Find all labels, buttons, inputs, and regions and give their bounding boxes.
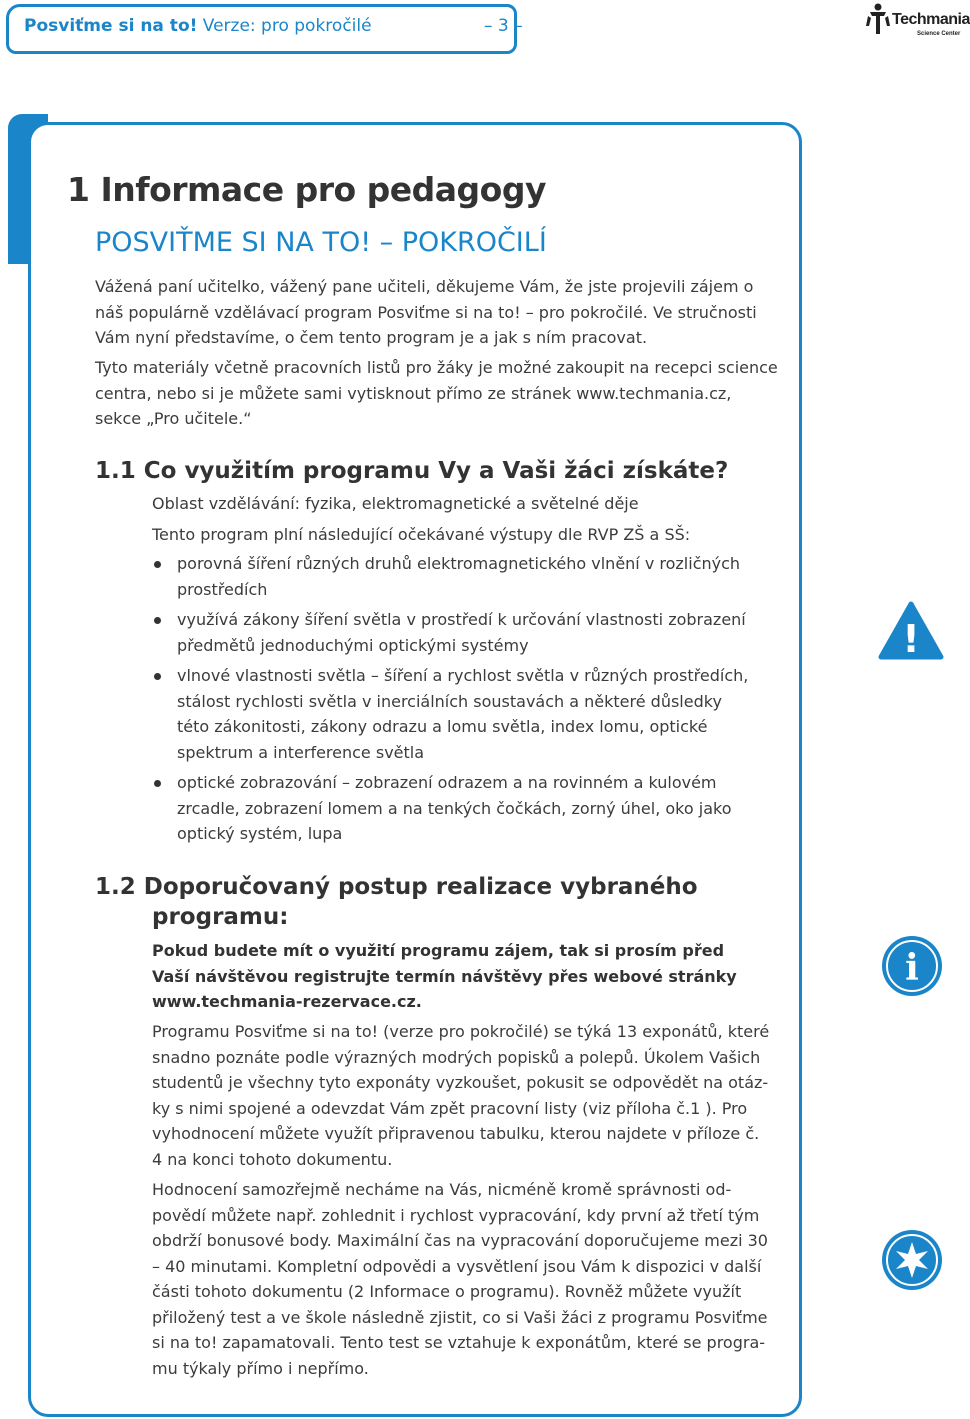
info-icon bbox=[881, 935, 943, 997]
svg-text:i: i bbox=[905, 947, 919, 989]
warning-icon bbox=[878, 601, 944, 661]
svg-text:!: ! bbox=[902, 617, 920, 661]
star-icon bbox=[881, 1229, 943, 1291]
header-title-version: Verze: pro pokročilé bbox=[202, 16, 372, 36]
list-item: optické zobrazování – zobrazení odrazem a na rovinném a kulovém zrcadle, zobrazení lomem a na tenkých čočkách, zorný úhel, oko jako optický systém, lupa bbox=[152, 770, 752, 847]
header-title bbox=[24, 16, 372, 36]
list-item: porovná šíření různých druhů elektromagnetického vlnění v rozličných prostředích bbox=[152, 551, 752, 602]
outputs-intro: Tento program plní následující očekávané výstupy dle RVP ZŠ a SŠ: bbox=[152, 525, 691, 544]
education-area: Oblast vzdělávání: fyzika, elektromagnetické a světelné děje bbox=[152, 494, 639, 513]
materials-line: centra, nebo si je můžete sami vytisknout přímo ze stránek www.techmania.cz, bbox=[95, 383, 732, 403]
list-item: využívá zákony šíření světla v prostředí k určování vlastnosti zobrazení předmětů jednoduchými optickými systémy bbox=[152, 607, 752, 658]
subsection-heading-1-2: 1.2 Doporučovaný postup realizace vybraného programu: bbox=[95, 874, 698, 930]
exhibits-paragraph: Programu Posviťme si na to! (verze pro pokročilé) se týká 13 exponátů, které snadno poznáte podle výrazných modrých popisků a polepů. Úkolem Vašich studentů je všechny tyto exponáty vyzkoušet, pokusit se odpovědět na otáz- ky s nimi spojené a odevzdat Vám zpět pracovní listy (viz příloha č.1 ). Pro vyhodnocení můžete využít připravenou tabulku, kterou najdete v příloze č. 4 na konci tohoto dokumentu. bbox=[152, 1022, 770, 1169]
intro-paragraph bbox=[95, 274, 757, 351]
materials-line: sekce „Pro učitele.“ bbox=[95, 409, 252, 428]
section-heading: 1 Informace pro pedagogy bbox=[67, 170, 546, 209]
logo-subtitle: Science Center bbox=[917, 31, 961, 37]
outputs-list bbox=[152, 551, 752, 852]
program-title: POSVIŤME SI NA TO! – POKROČILÍ bbox=[95, 227, 547, 258]
intro-line: Vám nyní představíme, o čem tento program je a jak s ním pracovat. bbox=[95, 328, 648, 347]
intro-line: náš populárně vzdělávací program Posviťme si na to! – pro pokročilé. Ve stručnosti bbox=[95, 302, 757, 322]
materials-paragraph bbox=[95, 355, 778, 432]
registration-note: Pokud budete mít o využití programu zájem, tak si prosím před Vaší návštěvou registrujte termín návštěvy přes webové stránky www.techmania-rezervace.cz. bbox=[152, 941, 737, 1011]
subsection-heading-1-1: 1.1 Co využitím programu Vy a Vaši žáci získáte? bbox=[95, 458, 729, 484]
materials-line: Tyto materiály včetně pracovních listů pro žáky je možné zakoupit na recepci science bbox=[95, 358, 778, 377]
list-item: vlnové vlastnosti světla – šíření a rychlost světla v různých prostředích, stálost rychlosti světla v inerciálních soustavách a některé důsledky této zákonitosti, zákony odrazu a lomu světla, index lomu, optické spektrum a interference světla bbox=[152, 663, 752, 765]
header-title-bold: Posviťme si na to! bbox=[24, 16, 198, 36]
page-number: – 3 – bbox=[484, 16, 523, 36]
logo-word: Techmania bbox=[892, 11, 970, 28]
evaluation-paragraph: Hodnocení samozřejmě necháme na Vás, nicméně kromě správnosti od- povědí můžete např. zohlednit i rychlost vypracování, kdy první až třetí tým obdrží bonusové body. Maximální čas na vypracování doporučujeme mezi 30 – 40 minutami. Kompletní odpovědi a vysvětlení jsou Vám k dispozici v další části tohoto dokumentu (2 Informace o programu). Rovněž můžete využít přiložený test a ve škole následně zjistit, co si Vaši žáci z programu Posviťme si na to! zapamatovali. Tento test se vztahuje k exponátům, které se progra- mu týkaly přímo i nepřímo. bbox=[152, 1180, 768, 1378]
intro-line: Vážená paní učitelko, vážený pane učiteli, děkujeme Vám, že jste projevili zájem o bbox=[95, 277, 754, 296]
